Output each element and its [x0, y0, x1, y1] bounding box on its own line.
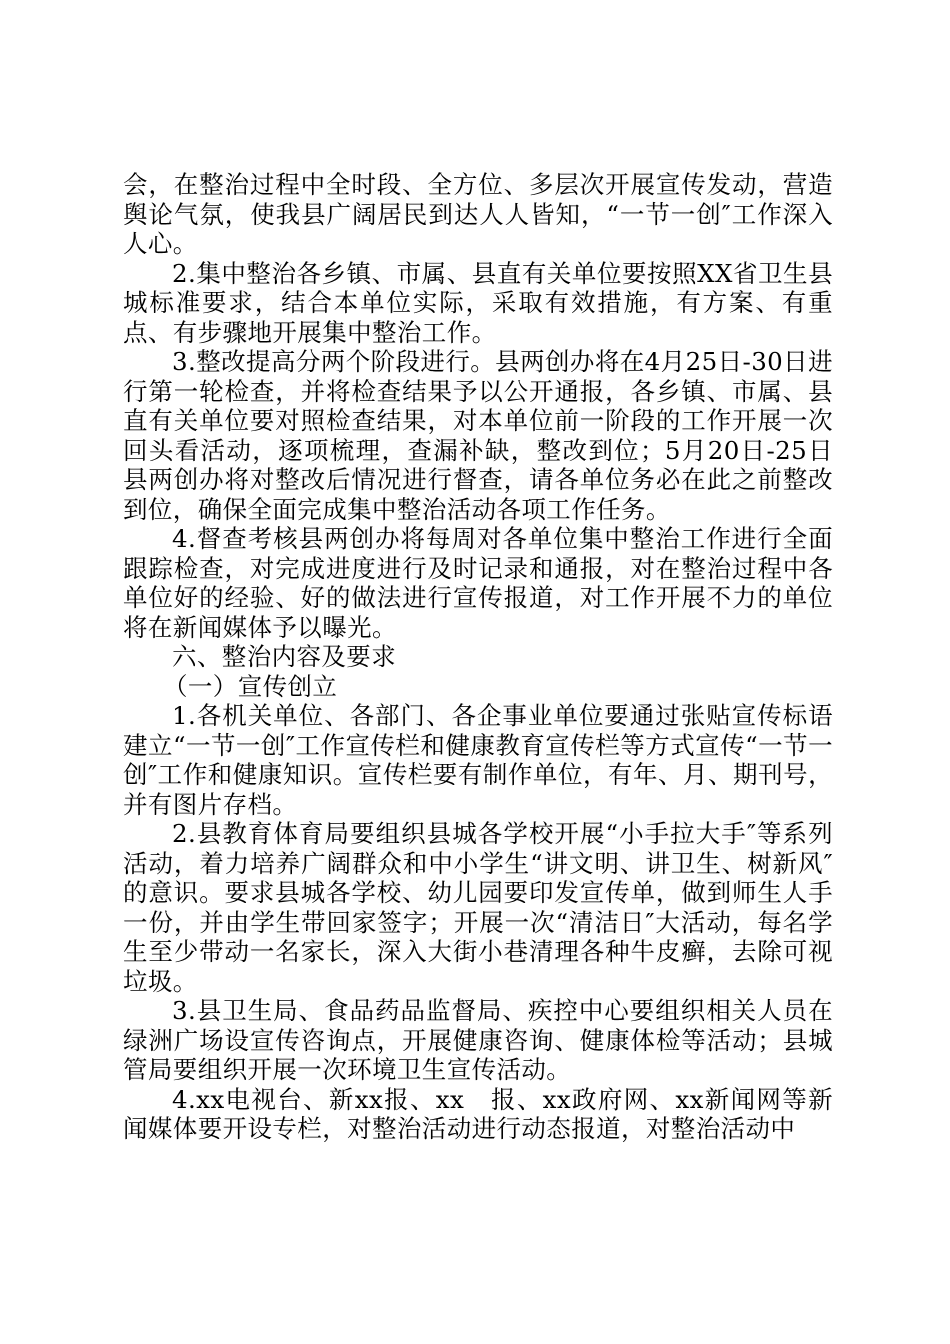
section-paragraph-3: 3.县卫生局、食品药品监督局、疾控中心要组织相关人员在绿洲广场设宣传咨询点，开展健康咨询、健康体检等活动；县城管局要组织开展一次环境卫生宣传活动。 [123, 996, 833, 1084]
paragraph-item-2: 2.集中整治各乡镇、市属、县直有关单位要按照XX省卫生县城标准要求，结合本单位实际，采取有效措施，有方案、有重点、有步骤地开展集中整治工作。 [123, 258, 833, 347]
paragraph-item-3: 3.整改提高分两个阶段进行。县两创办将在4月25日-30日进行第一轮检查，并将检查结果予以公开通报，各乡镇、市属、县直有关单位要对照检查结果，对本单位前一阶段的工作开展一次回头看活动，逐项梳理，查漏补缺，整改到位；5月20日-25日县两创办将对整改后情况进行督查，请各单位务必在此之前整改到位，确保全面完成集中整治活动各项工作任务。 [123, 347, 833, 524]
section-paragraph-1: 1.各机关单位、各部门、各企事业单位要通过张贴宣传标语建立“一节一创″工作宣传栏和健康教育宣传栏等方式宣传“一节一创″工作和健康知识。宣传栏要有制作单位，有年、月、期刊号，并有图片存档。 [123, 701, 833, 819]
sub-heading: （一）宣传创立 [163, 671, 338, 701]
section-paragraph-4: 4.xx电视台、新xx报、xx 报、xx政府网、xx新闻网等新闻媒体要开设专栏，对整治活动进行动态报道，对整治活动中 [123, 1084, 833, 1143]
paragraph-item-4: 4.督查考核县两创办将每周对各单位集中整治工作进行全面跟踪检查，对完成进度进行及时记录和通报，对在整治过程中各单位好的经验、好的做法进行宣传报道，对工作开展不力的单位将在新闻媒体予以曝光。 [123, 524, 833, 642]
section-heading: 六、整治内容及要求 [172, 642, 397, 671]
section-paragraph-2: 2.县教育体育局要组织县城各学校开展“小手拉大手″等系列活动，着力培养广阔群众和中小学生“讲文明、讲卫生、树新风″的意识。要求县城各学校、幼儿园要印发宣传单，做到师生人手一份，并由学生带回家签字；开展一次“清洁日″大活动，每名学生至少带动一名家长，深入大街小巷清理各种牛皮癣，去除可视垃圾。 [123, 819, 833, 996]
paragraph-continuation: 会，在整治过程中全时段、全方位、多层次开展宣传发动，营造舆论气氛，使我县广阔居民到达人人皆知，“一节一创″工作深入人心。 [123, 170, 833, 258]
document-page [123, 170, 833, 1144]
